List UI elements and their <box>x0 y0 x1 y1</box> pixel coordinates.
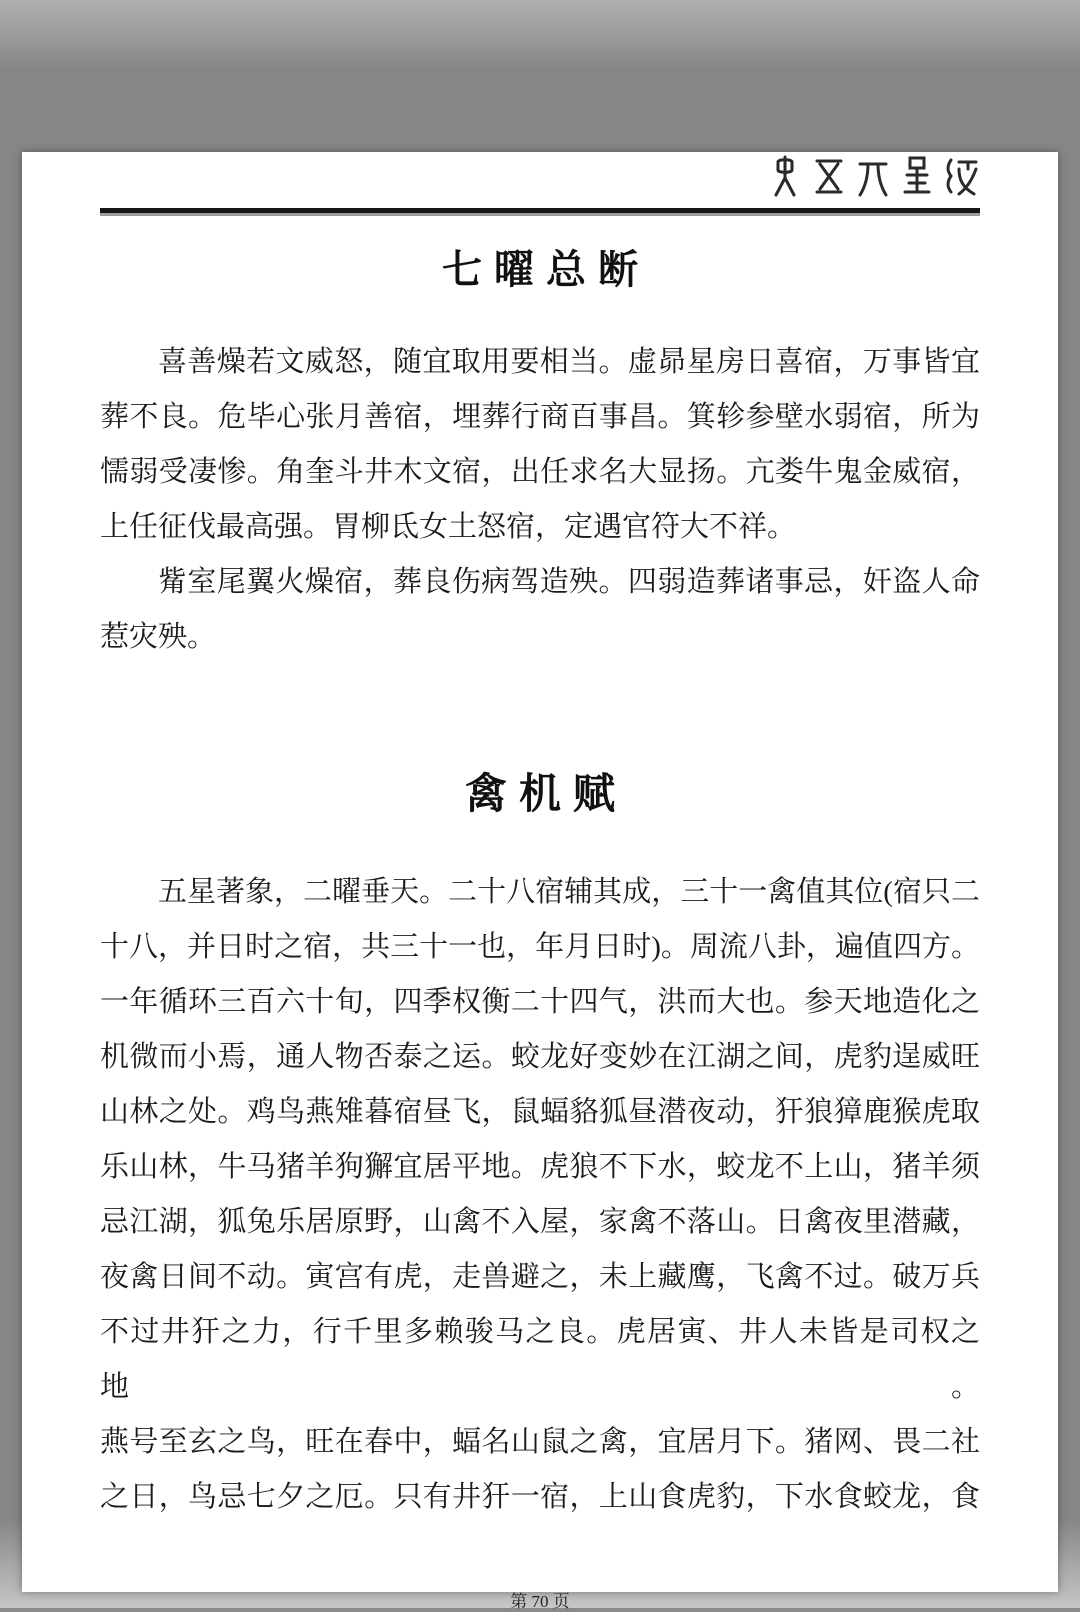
text-line: 五星著象，二曜垂天。二十八宿辅其成，三十一禽值其位(宿只二 <box>158 876 980 908</box>
seal-glyph-5 <box>944 154 978 198</box>
seal-script-logo <box>100 152 980 198</box>
section-title-qinji-fu: 禽机赋 <box>464 772 627 818</box>
text-line: 夜禽日间不动。寅宫有虎，走兽避之，未上藏鹰，飞禽不过。破万兵 <box>100 1261 980 1293</box>
seal-glyph-1 <box>768 154 802 198</box>
seal-glyph-3 <box>856 154 890 198</box>
text-line: 之日，鸟忌七夕之厄。只有井犴一宿，上山食虎豹，下水食蛟龙，食 <box>100 1481 980 1513</box>
rule-line-gray <box>100 213 980 216</box>
text-line: 觜室尾翼火燥宿，葬良伤病驾造殃。四弱造葬诸事忌，奸盗人命 <box>158 566 980 598</box>
qinji-paragraph-1 <box>100 865 980 1525</box>
text-line: 葬不良。危毕心张月善宿，埋葬行商百事昌。箕轸参壁水弱宿，所为 <box>100 401 980 433</box>
book-page <box>22 152 1058 1611</box>
text-line: 懦弱受凄惨。角奎斗井木文宿，出任求名大显扬。亢娄牛鬼金威宿， <box>100 456 980 488</box>
text-line: 忌江湖，狐兔乐居原野，山禽不入屋，家禽不落山。日禽夜里潜藏， <box>100 1206 980 1238</box>
text-line: 燕号至玄之鸟，旺在春中，蝠名山鼠之禽，宜居月下。猪网、畏二社 <box>100 1426 980 1458</box>
seal-glyph-4 <box>900 154 934 198</box>
qiyao-paragraph-1 <box>100 335 980 555</box>
section-title-qiyao-zongduan: 七曜总断 <box>442 247 650 292</box>
text-line: 上任征伐最高强。胃柳氐女土怒宿，定遇官符大不祥。 <box>100 511 797 543</box>
text-line: 一年循环三百六十旬，四季权衡二十四气，洪而大也。参天地造化之 <box>100 986 980 1018</box>
page-number: 第 70 页 <box>510 1592 570 1611</box>
text-line: 机微而小焉，通人物否泰之运。蛟龙好变妙在江湖之间，虎豹逞威旺 <box>100 1041 980 1073</box>
text-line: 十八，并日时之宿，共三十一也，年月日时)。周流八卦，遍值四方。 <box>100 931 980 963</box>
text-line: 不过井犴之力，行千里多赖骏马之良。虎居寅、井人未皆是司权之地。 <box>100 1316 980 1403</box>
header-double-rule <box>100 208 980 216</box>
text-line: 乐山林，牛马猪羊狗獬宜居平地。虎狼不下水，蛟龙不上山，猪羊须 <box>100 1151 980 1183</box>
text-line: 喜善燥若文威怒，随宜取用要相当。虚昴星房日喜宿，万事皆宜 <box>158 346 980 378</box>
text-line: 山林之处。鸡鸟燕雉暮宿昼飞，鼠蝠貉狐昼潜夜动，犴狼獐鹿猴虎取 <box>100 1096 980 1128</box>
seal-glyph-2 <box>812 154 846 198</box>
text-line: 惹灾殃。 <box>100 621 217 653</box>
qiyao-paragraph-2 <box>100 555 980 665</box>
